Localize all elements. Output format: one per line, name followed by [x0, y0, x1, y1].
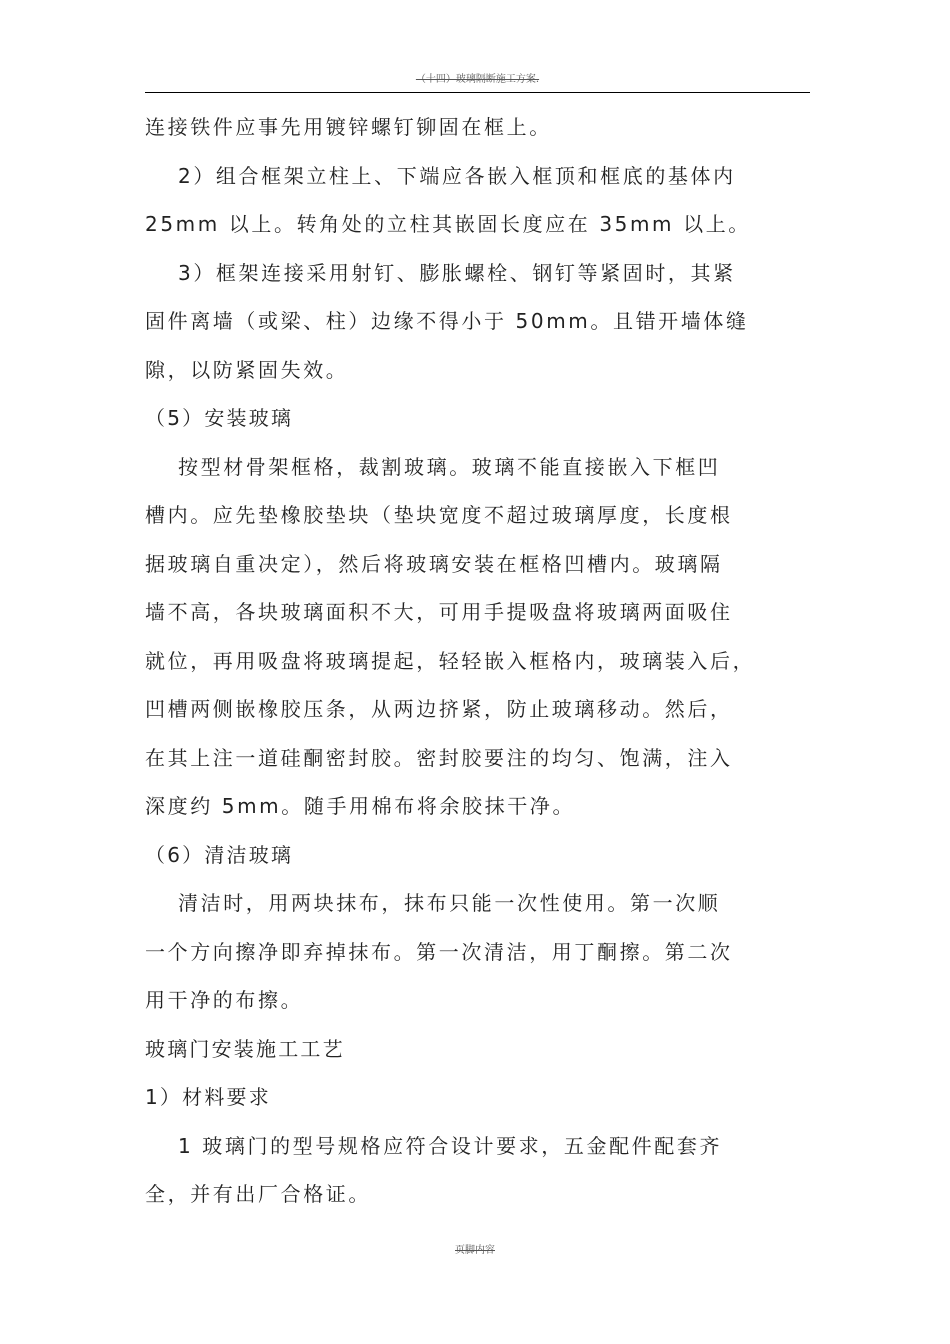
text-line: 在其上注一道硅酮密封胶。密封胶要注的均匀、饱满，注入	[145, 745, 733, 770]
text-line: 凹槽两侧嵌橡胶压条，从两边挤紧，防止玻璃移动。然后，	[145, 697, 733, 721]
header-title: （十四）玻璃隔断施工方案.	[415, 74, 540, 85]
section-heading: （6）清洁玻璃	[145, 842, 294, 867]
text-line: 固件离墙（或梁、柱）边缘不得小于 50mm。且错开墙体缝	[145, 309, 749, 333]
text-line: 深度约 5mm。随手用棉布将余胶抹干净。	[145, 794, 576, 818]
text-line: 一个方向擦净即弃掉抹布。第一次清洁，用丁酮擦。第二次	[145, 939, 733, 964]
text-line: 槽内。应先垫橡胶垫块（垫块宽度不超过玻璃厚度，长度根	[145, 503, 733, 527]
text-line: 全，并有出厂合格证。	[145, 1182, 371, 1206]
footer-text: 页脚内容	[455, 1245, 495, 1256]
text-line: 据玻璃自重决定），然后将玻璃安装在框格凹槽内。玻璃隔	[145, 551, 723, 576]
text-line: 连接铁件应事先用镀锌螺钉铆固在框上。	[145, 115, 552, 139]
document-body	[145, 103, 807, 1219]
text-line: 按型材骨架框格，裁割玻璃。玻璃不能直接嵌入下框凹	[178, 454, 721, 479]
text-line: 用干净的布擦。	[145, 988, 304, 1012]
page-footer	[0, 1244, 950, 1258]
text-line: 就位，再用吸盘将玻璃提起，轻轻嵌入框格内，玻璃装入后，	[145, 648, 756, 673]
page-header	[145, 70, 810, 93]
section-heading: （5）安装玻璃	[145, 406, 294, 430]
text-line: 隙，以防紧固失效。	[145, 357, 349, 382]
text-line: 3）框架连接采用射钉、膨胀螺栓、钢钉等紧固时，其紧	[178, 260, 736, 285]
text-line: 墙不高，各块玻璃面积不大，可用手提吸盘将玻璃两面吸住	[145, 600, 733, 624]
text-line: 1 玻璃门的型号规格应符合设计要求，五金配件配套齐	[178, 1133, 723, 1158]
text-line: 25mm 以上。转角处的立柱其嵌固长度应在 35mm 以上。	[145, 212, 751, 236]
section-heading: 玻璃门安装施工工艺	[145, 1036, 345, 1061]
text-line: 清洁时，用两块抹布，抹布只能一次性使用。第一次顺	[178, 891, 721, 915]
subsection-heading: 1）材料要求	[145, 1085, 271, 1109]
text-line: 2）组合框架立柱上、下端应各嵌入框顶和框底的基体内	[178, 163, 736, 188]
